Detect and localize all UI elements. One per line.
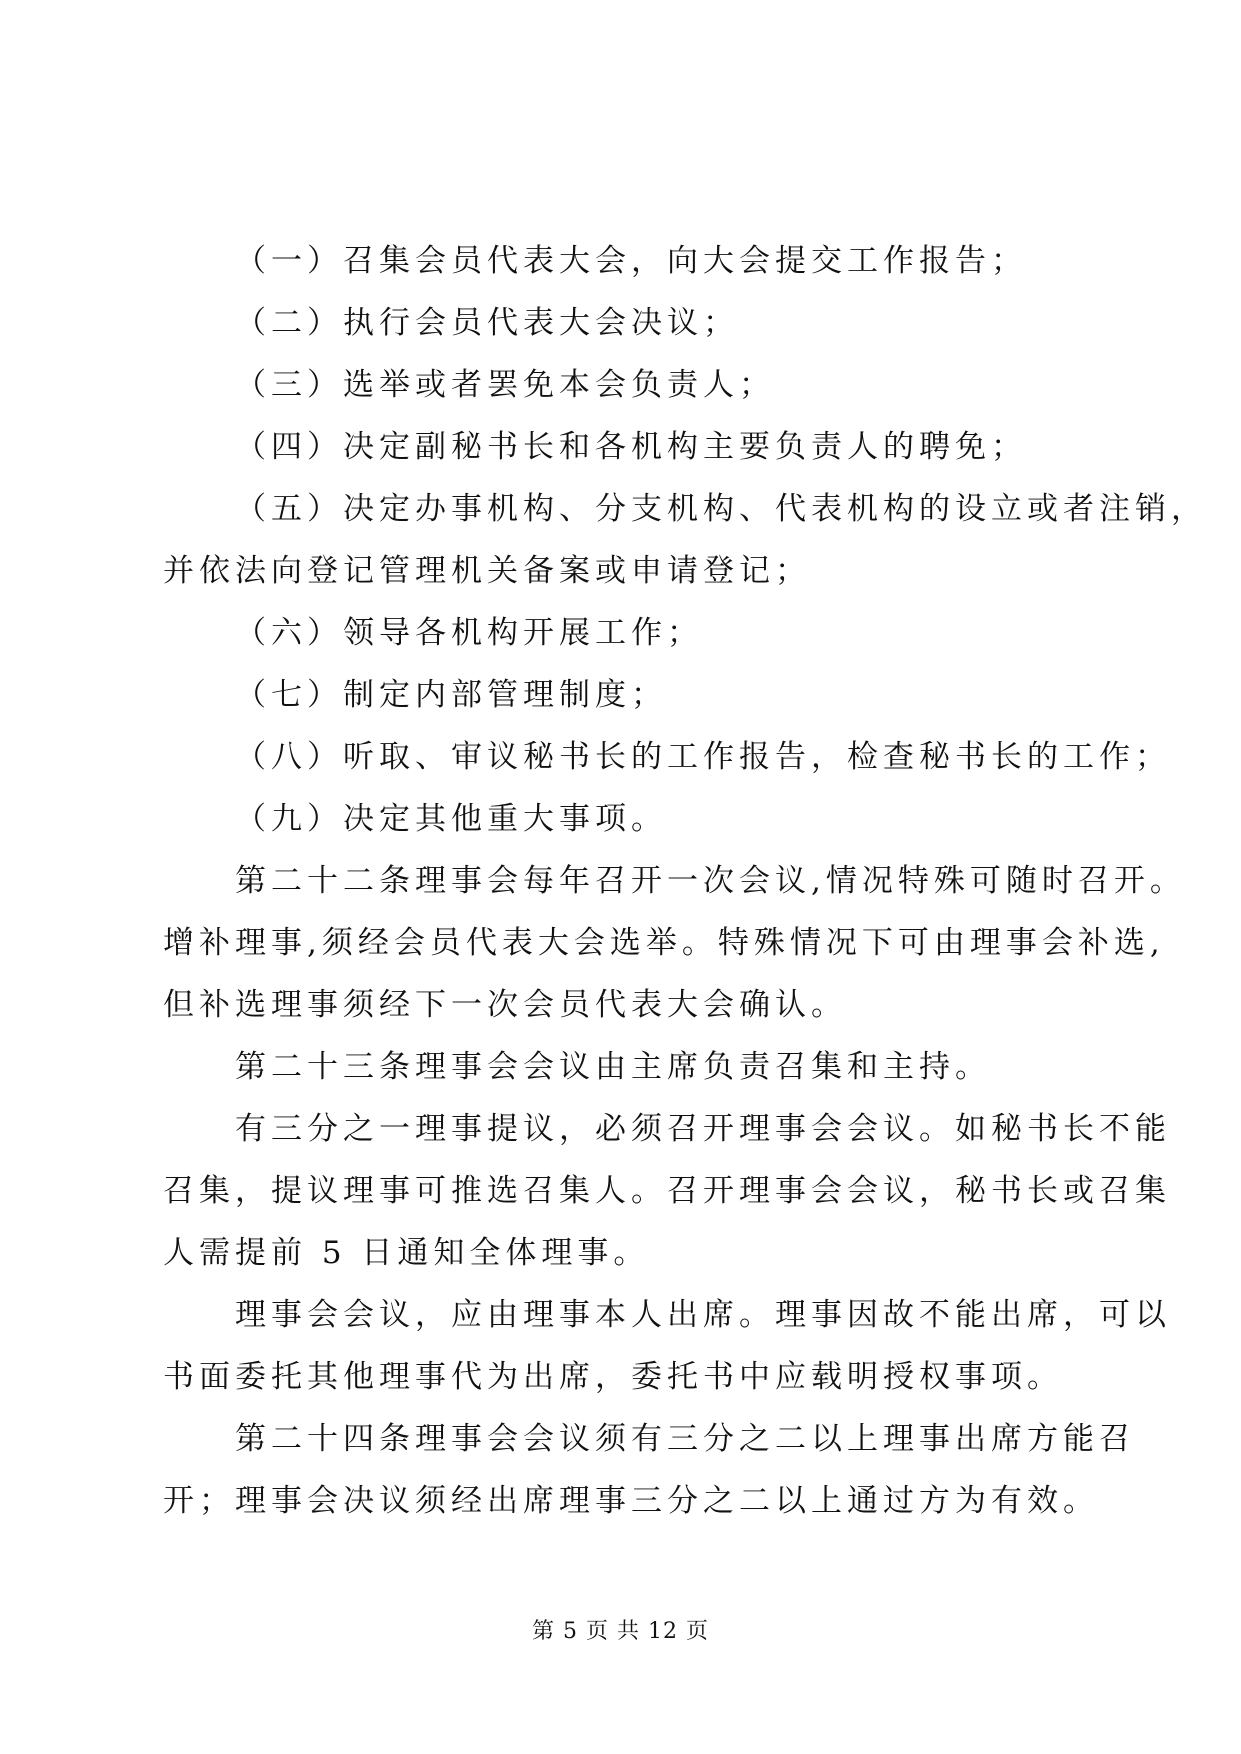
text-line: （二）执行会员代表大会决议； bbox=[235, 305, 739, 341]
text-line: （八）听取、审议秘书长的工作报告，检查秘书长的工作； bbox=[235, 739, 1171, 775]
text-line: 第二十二条理事会每年召开一次会议,情况特殊可随时召开。 bbox=[235, 863, 1186, 899]
text-line: （五）决定办事机构、分支机构、代表机构的设立或者注销， bbox=[235, 491, 1207, 527]
text-line: 书面委托其他理事代为出席，委托书中应载明授权事项。 bbox=[163, 1359, 1063, 1395]
text-line: 增补理事,须经会员代表大会选举。特殊情况下可由理事会补选, bbox=[163, 925, 1165, 961]
text-line: （四）决定副秘书长和各机构主要负责人的聘免； bbox=[235, 429, 1027, 465]
text-line: 但补选理事须经下一次会员代表大会确认。 bbox=[163, 987, 847, 1023]
text-line: （九）决定其他重大事项。 bbox=[235, 801, 667, 837]
text-line: （一）召集会员代表大会，向大会提交工作报告； bbox=[235, 243, 1027, 279]
text-line: 召集，提议理事可推选召集人。召开理事会会议，秘书长或召集 bbox=[163, 1173, 1171, 1209]
text-line: 并依法向登记管理机关备案或申请登记； bbox=[163, 553, 811, 589]
text-line: （七）制定内部管理制度； bbox=[235, 677, 667, 713]
text-line: 第二十四条理事会会议须有三分之二以上理事出席方能召 bbox=[235, 1421, 1135, 1457]
document-body bbox=[163, 230, 1207, 1532]
text-line: 开；理事会决议须经出席理事三分之二以上通过方为有效。 bbox=[163, 1483, 1099, 1519]
page-number-footer: 第 5 页 共 12 页 bbox=[532, 1619, 709, 1644]
text-line: （三）选举或者罢免本会负责人； bbox=[235, 367, 775, 403]
text-line: （六）领导各机构开展工作； bbox=[235, 615, 703, 651]
text-line: 有三分之一理事提议，必须召开理事会会议。如秘书长不能 bbox=[235, 1111, 1171, 1147]
text-line: 理事会会议，应由理事本人出席。理事因故不能出席，可以 bbox=[235, 1297, 1171, 1333]
text-line: 人需提前 5 日通知全体理事。 bbox=[163, 1235, 650, 1271]
text-line: 第二十三条理事会会议由主席负责召集和主持。 bbox=[235, 1049, 991, 1085]
